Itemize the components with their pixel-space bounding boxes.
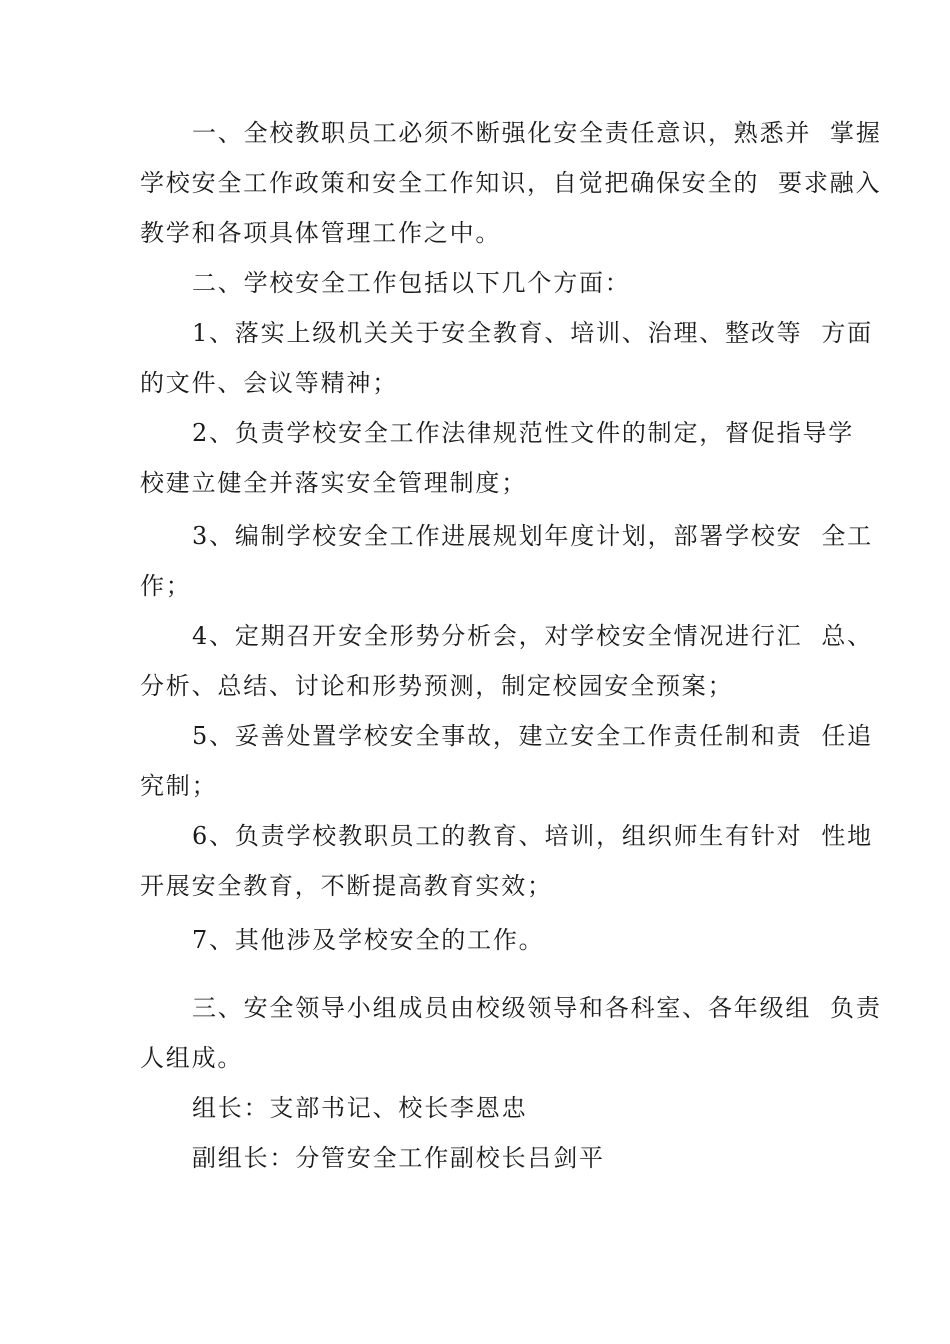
paragraph-line: 二、学校安全工作包括以下几个方面： [192, 269, 631, 297]
paragraph-line: 副组长：分管安全工作副校长吕剑平 [192, 1144, 605, 1172]
paragraph-line: 1、落实上级机关关于安全教育、培训、治理、整改等 方面 [192, 319, 873, 347]
paragraph-line: 教学和各项具体管理工作之中。 [140, 219, 502, 247]
paragraph-line: 组长：支部书记、校长李恩忠 [192, 1094, 528, 1122]
paragraph-line: 学校安全工作政策和安全工作知识，自觉把确保安全的 要求融入 [140, 169, 882, 197]
paragraph-line: 作； [140, 572, 192, 600]
paragraph-line: 分析、总结、讨论和形势预测，制定校园安全预案； [140, 672, 734, 700]
paragraph-line: 开展安全教育，不断提高教育实效； [140, 872, 553, 900]
paragraph-line: 6、负责学校教职员工的教育、培训，组织师生有针对 性地 [192, 822, 873, 850]
paragraph-line: 人组成。 [140, 1044, 244, 1072]
paragraph-line: 三、安全领导小组成员由校级领导和各科室、各年级组 负责 [192, 994, 882, 1022]
paragraph-line: 3、编制学校安全工作进展规划年度计划，部署学校安 全工 [192, 522, 873, 550]
paragraph-line: 2、负责学校安全工作法律规范性文件的制定，督促指导学 [192, 419, 855, 447]
paragraph-line: 4、定期召开安全形势分析会，对学校安全情况进行汇 总、 [192, 622, 873, 650]
paragraph-line: 一、全校教职员工必须不断强化安全责任意识，熟悉并 掌握 [192, 119, 882, 147]
paragraph-line: 5、妥善处置学校安全事故，建立安全工作责任制和责 任追 [192, 722, 873, 750]
paragraph-line: 究制； [140, 772, 218, 800]
paragraph-line: 校建立健全并落实安全管理制度； [140, 469, 527, 497]
paragraph-line: 7、其他涉及学校安全的工作。 [192, 926, 545, 954]
paragraph-line: 的文件、会议等精神； [140, 369, 398, 397]
